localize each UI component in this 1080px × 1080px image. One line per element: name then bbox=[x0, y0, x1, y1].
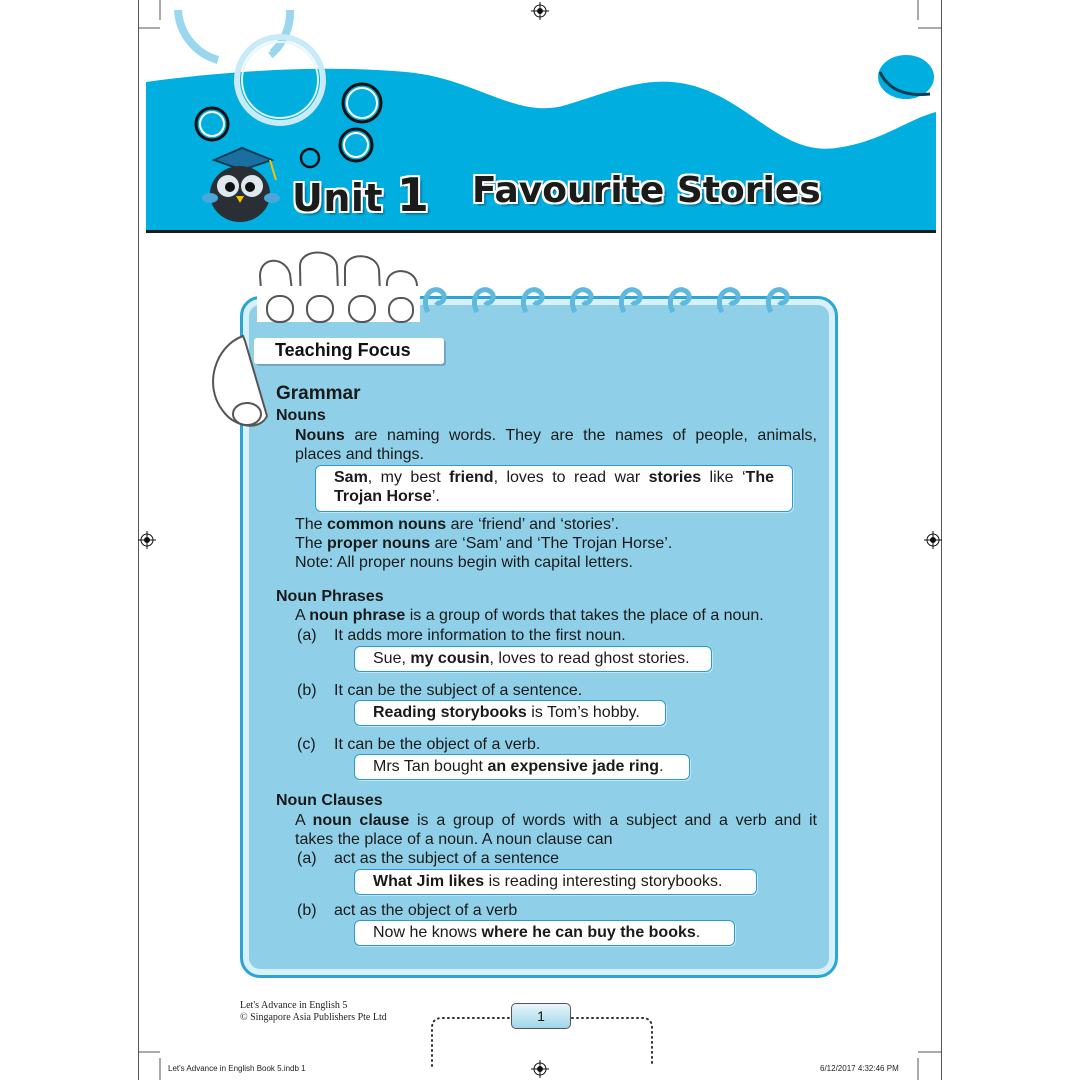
example-word-sam: Sam bbox=[334, 469, 368, 486]
noun-clause-example-a: What Jim likes is reading interesting storybooks. bbox=[354, 869, 757, 895]
noun-phrases-definition: A noun phrase is a group of words that takes the place of a noun. bbox=[295, 607, 764, 624]
bubbles-icon bbox=[170, 0, 410, 170]
example-word-trojan-horse: Trojan Horse bbox=[334, 488, 432, 505]
registration-mark-right bbox=[924, 531, 942, 549]
noun-clauses-heading: Noun Clauses bbox=[276, 792, 383, 809]
print-timestamp: 6/12/2017 4:32:46 PM bbox=[820, 1064, 899, 1073]
example-text: , loves to read war bbox=[493, 469, 649, 486]
noun-clauses-definition-line2: takes the place of a noun. A noun clause can bbox=[295, 831, 613, 848]
unit-label bbox=[292, 168, 429, 222]
file-name: Let's Advance in English Book 5.indb 1 bbox=[168, 1064, 306, 1073]
nouns-definition-line2: places and things. bbox=[295, 446, 424, 463]
nouns-heading: Nouns bbox=[276, 407, 326, 424]
noun-phrase-example-b: Reading storybooks is Tom’s hobby. bbox=[354, 700, 666, 726]
teaching-focus-label: Teaching Focus bbox=[275, 340, 411, 360]
noun-phrase-marker-a: (a) bbox=[297, 627, 317, 644]
noun-phrase-marker-b: (b) bbox=[297, 682, 317, 699]
noun-phrase-rule-a: It adds more information to the first noun. bbox=[334, 627, 626, 644]
teaching-focus-tab bbox=[254, 338, 444, 364]
noun-phrase-rule-c: It can be the object of a verb. bbox=[334, 736, 541, 753]
registration-mark-left bbox=[138, 531, 156, 549]
nouns-example-box bbox=[315, 465, 793, 512]
noun-phrase-example-c: Mrs Tan bought an expensive jade ring. bbox=[354, 754, 690, 780]
example-word-friend: friend bbox=[449, 469, 494, 486]
common-nouns-note: The common nouns are ‘friend’ and ‘stories’. bbox=[295, 516, 619, 533]
unit-number: 1 bbox=[396, 168, 430, 222]
wave-bubble-icon bbox=[872, 52, 938, 108]
noun-clause-rule-a: act as the subject of a sentence bbox=[334, 850, 560, 867]
noun-phrase-example-a: Sue, my cousin, loves to read ghost stories. bbox=[354, 646, 712, 672]
noun-clause-marker-b: (b) bbox=[297, 902, 317, 919]
nouns-definition-line1 bbox=[295, 426, 817, 445]
noun-clauses-definition-line1: A noun clause is a group of words with a subject and a verb and it bbox=[295, 812, 817, 829]
grammar-heading: Grammar bbox=[276, 383, 361, 404]
page-title: Favourite Stories bbox=[472, 170, 821, 211]
noun-clause-marker-a: (a) bbox=[297, 850, 317, 867]
noun-phrase-marker-c: (c) bbox=[297, 736, 316, 753]
proper-nouns-capital-note: Note: All proper nouns begin with capital letters. bbox=[295, 554, 633, 571]
proper-nouns-note: The proper nouns are ‘Sam’ and ‘The Trojan Horse’. bbox=[295, 535, 673, 552]
owl-mascot-icon bbox=[200, 146, 284, 226]
page-number: 1 bbox=[511, 1003, 571, 1029]
noun-phrase-rule-b: It can be the subject of a sentence. bbox=[334, 682, 583, 699]
nouns-example-line1 bbox=[334, 468, 774, 487]
spiral-binding-icon bbox=[418, 278, 798, 328]
registration-mark-top bbox=[531, 2, 549, 20]
example-word-the: The bbox=[745, 469, 774, 486]
noun-phrases-heading: Noun Phrases bbox=[276, 588, 384, 605]
example-text: ’. bbox=[431, 488, 440, 505]
copyright: © Singapore Asia Publishers Pte Ltd bbox=[240, 1012, 387, 1023]
example-text: like ‘ bbox=[701, 469, 746, 486]
noun-clause-example-b: Now he knows where he can buy the books. bbox=[354, 920, 735, 946]
nouns-example-line2 bbox=[334, 487, 774, 506]
example-word-stories: stories bbox=[648, 469, 702, 486]
book-name: Let's Advance in English 5 bbox=[240, 1000, 348, 1011]
example-text: , my best bbox=[367, 469, 450, 486]
nouns-term: Nouns bbox=[295, 427, 345, 444]
nouns-def-rest: are naming words. They are the names of people, animals, bbox=[344, 427, 817, 444]
unit-word: Unit bbox=[292, 176, 384, 220]
noun-clause-rule-b: act as the object of a verb bbox=[334, 902, 518, 919]
